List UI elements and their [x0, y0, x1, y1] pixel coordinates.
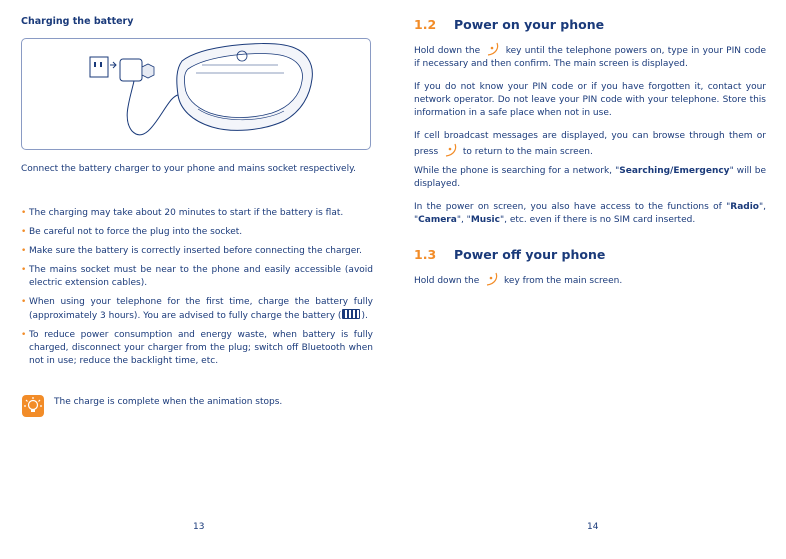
page-number: 14: [587, 522, 599, 532]
paragraph: [414, 165, 766, 191]
list-item: [21, 207, 373, 220]
status-term: Searching/Emergency: [619, 166, 730, 176]
function-music: Music: [470, 215, 500, 225]
power-end-key-icon: [485, 42, 500, 56]
para-text: ", ": [456, 215, 471, 225]
list-item: [21, 245, 373, 258]
para-text: ", ": [414, 202, 766, 225]
subheading: Charging the battery: [21, 16, 134, 27]
bullet-text: The charging may take about 20 minutes to start if the battery is flat.: [29, 208, 344, 218]
bullet-list: [21, 207, 373, 374]
bullet-marker: •: [21, 227, 27, 237]
bullet-marker: •: [21, 208, 27, 218]
para-text: to return to the main screen.: [462, 147, 593, 157]
bullet-text-end: ).: [361, 311, 368, 321]
para-text: key from the main screen.: [504, 276, 623, 286]
right-page: [393, 0, 786, 559]
section-number: 1.2: [414, 17, 437, 32]
para-text: While the phone is searching for a network, ": [414, 166, 620, 176]
paragraph: [414, 130, 766, 159]
intro-text: Connect the battery charger to your phone and mains socket respectively.: [21, 164, 356, 174]
bullet-marker: •: [21, 330, 27, 340]
function-camera: Camera: [418, 215, 457, 225]
section-title: Power off your phone: [454, 247, 606, 262]
power-end-key-icon: [484, 272, 499, 286]
paragraph: If you do not know your PIN code or if you have forgotten it, contact your network operator. Do not leave your PIN code with your telephone. Store this information in a safe place when not in use.: [414, 82, 766, 118]
note-text: The charge is complete when the animation stops.: [54, 397, 283, 407]
paragraph: [414, 272, 766, 288]
list-item: [21, 226, 373, 239]
para-text: Hold down the: [414, 46, 481, 56]
list-item: [21, 296, 373, 323]
battery-icon: [342, 309, 360, 319]
para-text: ", etc. even if there is no SIM card inserted.: [499, 215, 696, 225]
list-item: [21, 264, 373, 290]
bullet-text: Make sure the battery is correctly inserted before connecting the charger.: [29, 246, 363, 256]
bullet-text: To reduce power consumption and energy waste, when battery is fully charged, disconnect your charger from the plug; switch off Bluetooth when not in use; reduce the backlight time, etc.: [29, 330, 373, 366]
para-text: key until the telephone powers on, type in your PIN code if necessary and then confirm. The main screen is displayed.: [414, 46, 766, 69]
bullet-marker: •: [21, 246, 27, 256]
bullet-marker: •: [21, 297, 27, 307]
para-text: " will be displayed.: [414, 166, 766, 189]
bullet-marker: •: [21, 265, 27, 275]
para-text: In the power on screen, you also have access to the functions of ": [414, 202, 731, 212]
charger-drawing: [22, 39, 372, 151]
section-title: Power on your phone: [454, 17, 605, 32]
list-item: [21, 329, 373, 368]
para-text: If cell broadcast messages are displayed, you can browse through them or press: [414, 131, 766, 157]
charger-illustration: [21, 38, 371, 150]
bullet-text: The mains socket must be near to the phone and easily accessible (avoid electric extension cables).: [29, 265, 373, 288]
para-text: Hold down the: [414, 276, 480, 286]
paragraph: [414, 42, 766, 71]
bullet-text: Be careful not to force the plug into the socket.: [29, 227, 243, 237]
lightbulb-tip-icon: [22, 395, 44, 417]
page-number: 13: [193, 522, 205, 532]
paragraph: [414, 201, 766, 227]
power-end-key-icon: [443, 143, 458, 157]
section-number: 1.3: [414, 247, 437, 262]
bullet-text: When using your telephone for the first time, charge the battery fully (approximately 3 hours). You are advised to fully charge the battery (: [29, 297, 373, 321]
function-radio: Radio: [730, 202, 759, 212]
